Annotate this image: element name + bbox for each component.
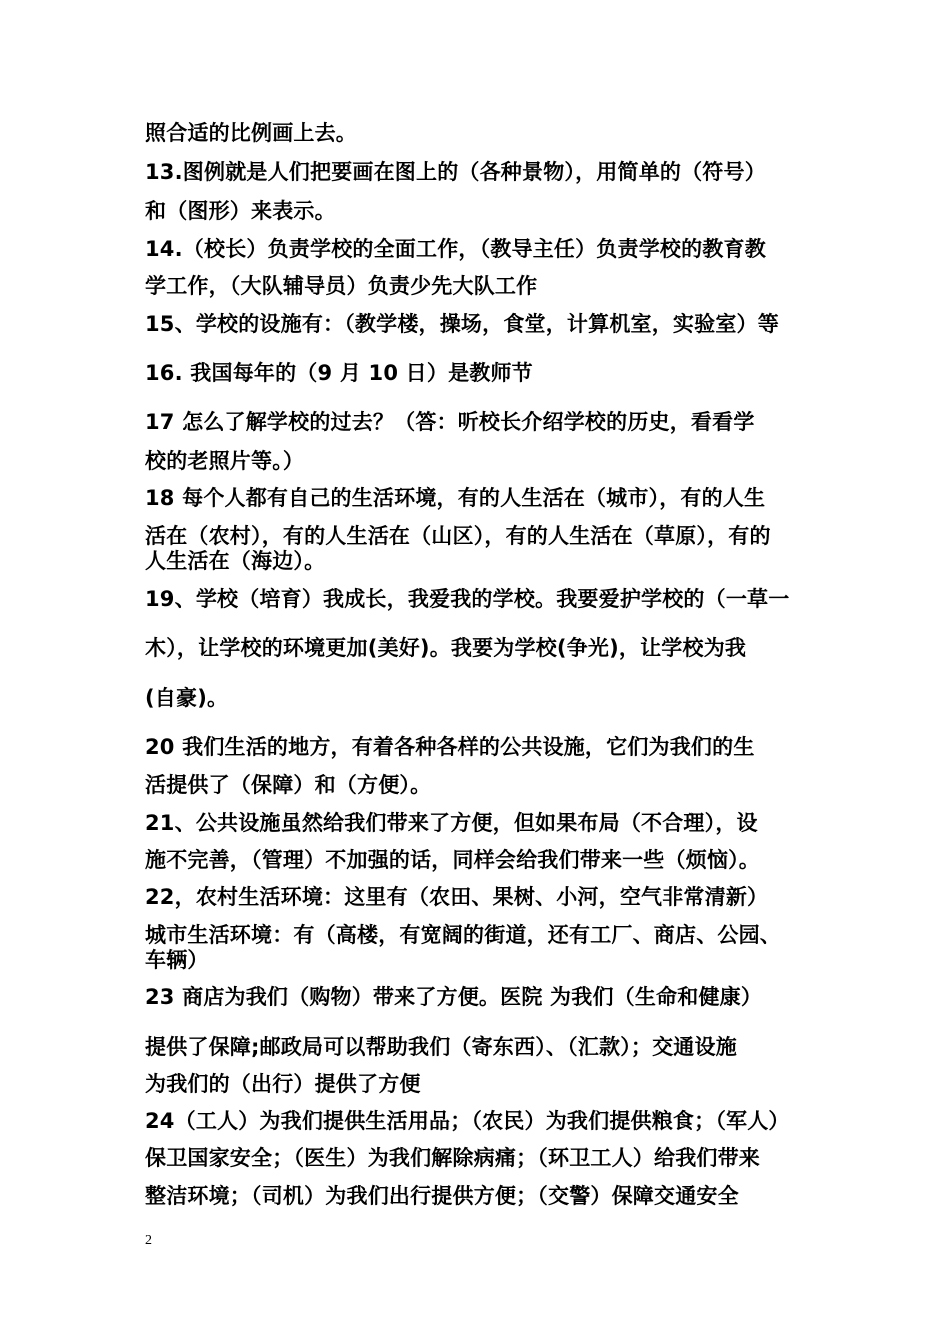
text-line: 和（图形）来表示。 [145, 199, 336, 223]
text-line: 施不完善，（管理）不加强的话，同样会给我们带来一些（烦恼）。 [145, 848, 760, 872]
text-line: 保卫国家安全；（医生）为我们解除病痛；（环卫工人）给我们带来 [145, 1146, 760, 1170]
text-line: 21、公共设施虽然给我们带来了方便，但如果布局（不合理），设 [145, 811, 758, 835]
text-line: 提供了保障;邮政局可以帮助我们（寄东西）、（汇款）；交通设施 [145, 1035, 737, 1059]
text-line: 城市生活环境：有（高楼，有宽阔的街道，还有工厂、商店、公园、 [145, 923, 781, 947]
text-line: 15、学校的设施有：（教学楼，操场，食堂，计算机室，实验室）等 [145, 312, 779, 336]
text-line: 16. 我国每年的（9 月 10 日）是教师节 [145, 361, 533, 385]
page-number: 2 [145, 1233, 152, 1248]
text-line: 活提供了（保障）和（方便）。 [145, 773, 432, 797]
text-line: 照合适的比例画上去。 [145, 121, 357, 145]
text-line: 14.（校长）负责学校的全面工作，（教导主任）负责学校的教育教 [145, 237, 766, 261]
text-line: 木），让学校的环境更加(美好)。我要为学校(争光)，让学校为我 [145, 636, 747, 660]
text-line: 为我们的（出行）提供了方便 [145, 1072, 421, 1096]
text-line: 22，农村生活环境：这里有（农田、果树、小河，空气非常清新） [145, 885, 769, 909]
text-line: 人生活在（海边）。 [145, 549, 326, 573]
text-line: 活在（农村），有的人生活在（山区），有的人生活在（草原），有的 [145, 524, 771, 548]
text-line: (自豪)。 [145, 686, 229, 710]
text-line: 17 怎么了解学校的过去？（答：听校长介绍学校的历史，看看学 [145, 410, 755, 434]
text-line: 13.图例就是人们把要画在图上的（各种景物），用简单的（符号） [145, 160, 766, 184]
text-line: 18 每个人都有自己的生活环境，有的人生活在（城市），有的人生 [145, 486, 766, 510]
text-line: 23 商店为我们（购物）带来了方便。医院 为我们（生命和健康） [145, 985, 763, 1009]
text-line: 24（工人）为我们提供生活用品；（农民）为我们提供粮食；（军人） [145, 1109, 790, 1133]
text-line: 车辆） [145, 948, 209, 972]
text-line: 校的老照片等。） [145, 449, 305, 473]
text-line: 19、学校（培育）我成长，我爱我的学校。我要爱护学校的（一草一 [145, 587, 790, 611]
text-line: 20 我们生活的地方，有着各种各样的公共设施，它们为我们的生 [145, 735, 755, 759]
text-line: 学工作，（大队辅导员）负责少先大队工作 [145, 274, 538, 298]
text-line: 整洁环境；（司机）为我们出行提供方便；（交警）保障交通安全 [145, 1184, 739, 1208]
